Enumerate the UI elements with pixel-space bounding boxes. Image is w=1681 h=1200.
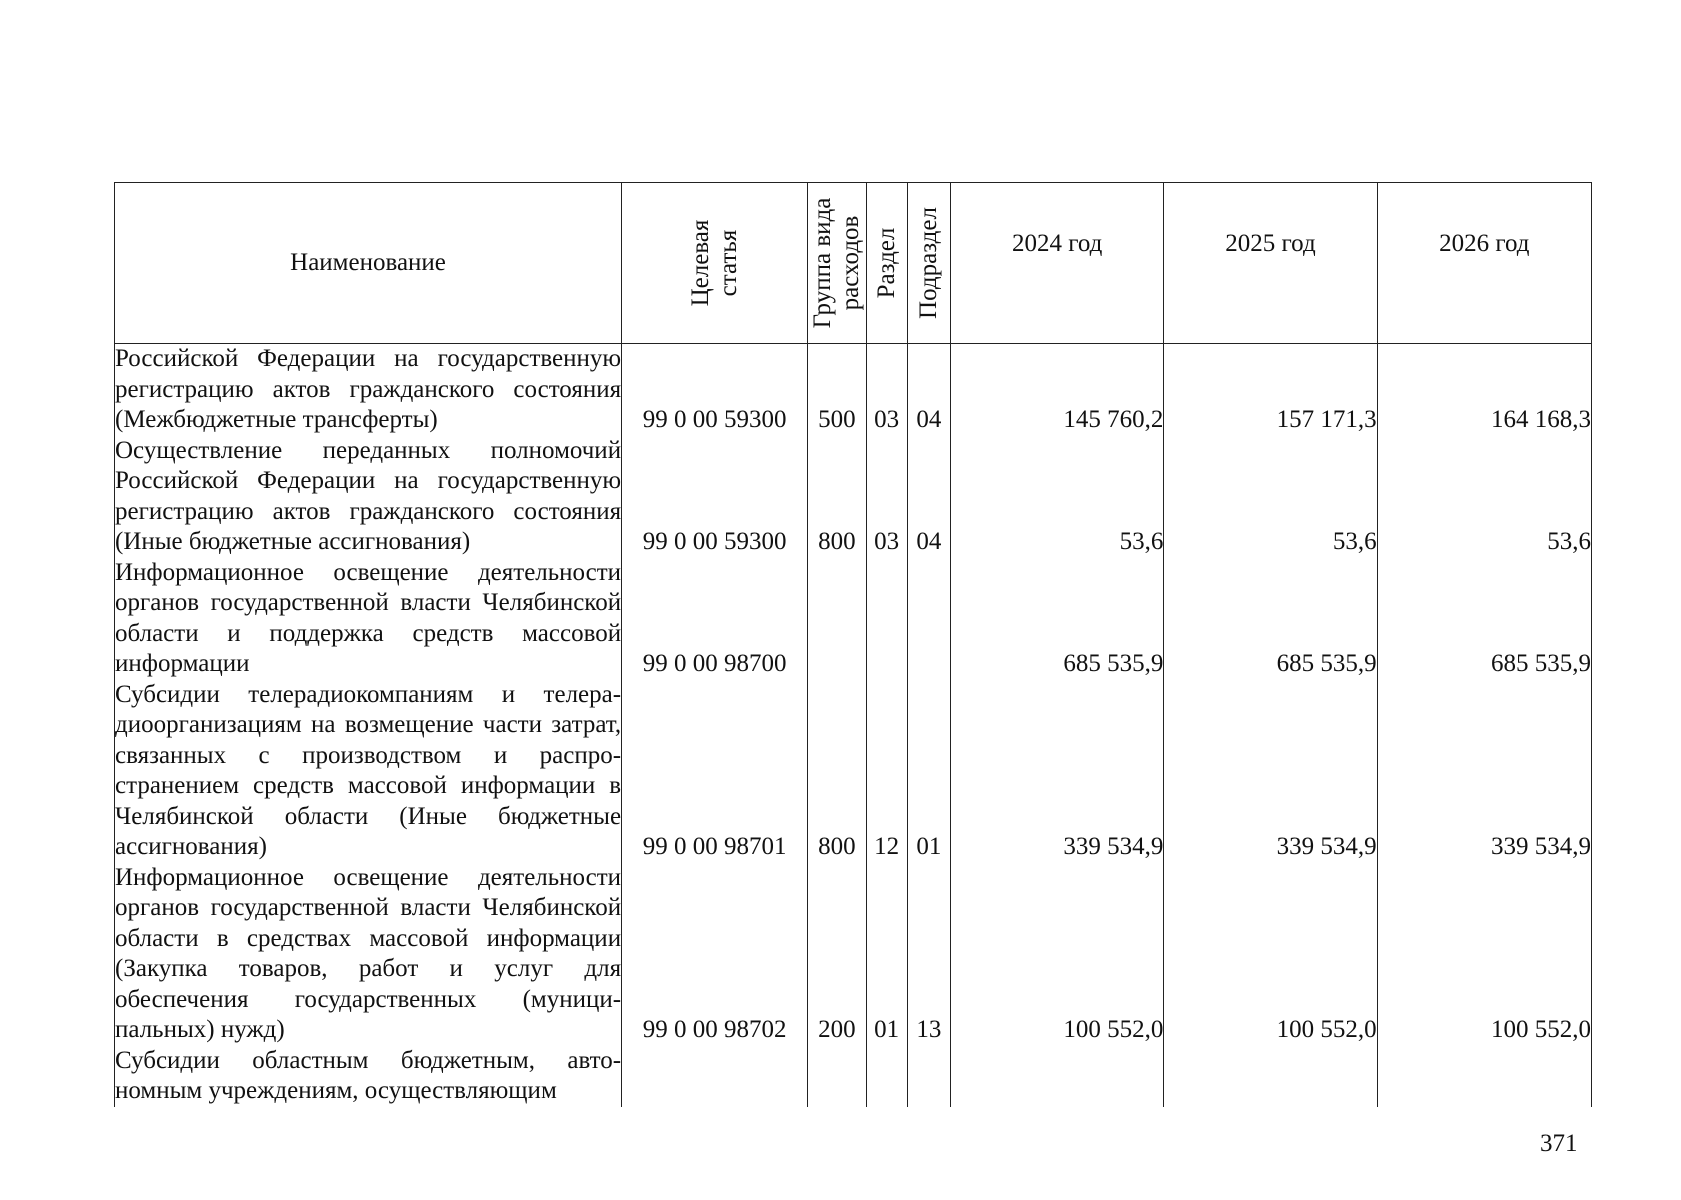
row-subsection xyxy=(907,1046,950,1107)
row-section: 12 xyxy=(866,680,907,863)
row-subsection xyxy=(907,558,950,680)
header-year-2025: 2025 год xyxy=(1164,183,1377,344)
row-section xyxy=(866,1046,907,1107)
row-code: 99 0 00 98701 xyxy=(622,680,808,863)
row-subsection: 04 xyxy=(907,436,950,558)
row-code: 99 0 00 98702 xyxy=(622,863,808,1046)
table-body xyxy=(115,344,1592,1107)
row-2025: 157 171,3 xyxy=(1164,344,1377,436)
row-name: Субсидии областным бюджетным, автономным учреждениям, осуществляющим xyxy=(115,1046,622,1107)
row-name: Российской Федерации на государственную регистрацию актов гражданского состояния (Межбюджетные трансферты) xyxy=(115,344,622,436)
table-row xyxy=(115,1046,1592,1107)
row-code: 99 0 00 59300 xyxy=(622,436,808,558)
budget-table xyxy=(114,182,1592,1107)
row-code xyxy=(622,1046,808,1107)
row-group: 800 xyxy=(808,436,866,558)
header-name: Наименование xyxy=(115,183,622,344)
row-section xyxy=(866,558,907,680)
row-subsection: 13 xyxy=(907,863,950,1046)
row-name: Осуществление переданных полномочий Российской Федерации на государственную регистрацию актов гражданского состояния (Иные бюджетные ассигнования) xyxy=(115,436,622,558)
row-section: 03 xyxy=(866,344,907,436)
row-2026: 339 534,9 xyxy=(1377,680,1591,863)
row-group: 800 xyxy=(808,680,866,863)
header-target-article: Целевая статья xyxy=(622,183,808,344)
row-2024: 685 535,9 xyxy=(951,558,1164,680)
row-code: 99 0 00 59300 xyxy=(622,344,808,436)
row-2024: 145 760,2 xyxy=(951,344,1164,436)
row-2025: 339 534,9 xyxy=(1164,680,1377,863)
row-name: Информационное освещение деятельности органов государственной власти Челябинской области и поддержка средств массовой информации xyxy=(115,558,622,680)
row-section: 03 xyxy=(866,436,907,558)
row-2024: 53,6 xyxy=(951,436,1164,558)
header-year-2024: 2024 год xyxy=(951,183,1164,344)
row-2026 xyxy=(1377,1046,1591,1107)
page-number: 371 xyxy=(1540,1130,1578,1157)
row-2026: 685 535,9 xyxy=(1377,558,1591,680)
row-2026: 100 552,0 xyxy=(1377,863,1591,1046)
row-2025: 685 535,9 xyxy=(1164,558,1377,680)
table-row xyxy=(115,558,1592,680)
row-group xyxy=(808,1046,866,1107)
row-2025 xyxy=(1164,1046,1377,1107)
header-expense-group: Группа вида расходов xyxy=(808,183,866,344)
row-2024: 339 534,9 xyxy=(951,680,1164,863)
table-row xyxy=(115,680,1592,863)
table-header xyxy=(115,183,1592,344)
row-name: Субсидии телерадиокомпаниям и телерадиоорганизациям на возмещение части затрат, связанных с производством и распространением средств массовой информации в Челябинской области (Иные бюджетные ассигнования) xyxy=(115,680,622,863)
header-section: Раздел xyxy=(866,183,907,344)
row-section: 01 xyxy=(866,863,907,1046)
row-2026: 53,6 xyxy=(1377,436,1591,558)
row-group: 500 xyxy=(808,344,866,436)
row-2026: 164 168,3 xyxy=(1377,344,1591,436)
row-name: Информационное освещение деятельности органов государственной власти Челябинской области в средствах массовой информации (Закупка товаров, работ и услуг для обеспечения государственных (муниципальных) нужд) xyxy=(115,863,622,1046)
row-code: 99 0 00 98700 xyxy=(622,558,808,680)
row-subsection: 04 xyxy=(907,344,950,436)
table-row xyxy=(115,344,1592,436)
table-row xyxy=(115,863,1592,1046)
header-subsection: Подраздел xyxy=(907,183,950,344)
row-2025: 100 552,0 xyxy=(1164,863,1377,1046)
row-subsection: 01 xyxy=(907,680,950,863)
row-2025: 53,6 xyxy=(1164,436,1377,558)
row-2024 xyxy=(951,1046,1164,1107)
row-group: 200 xyxy=(808,863,866,1046)
row-group xyxy=(808,558,866,680)
header-year-2026: 2026 год xyxy=(1377,183,1591,344)
table-row xyxy=(115,436,1592,558)
row-2024: 100 552,0 xyxy=(951,863,1164,1046)
